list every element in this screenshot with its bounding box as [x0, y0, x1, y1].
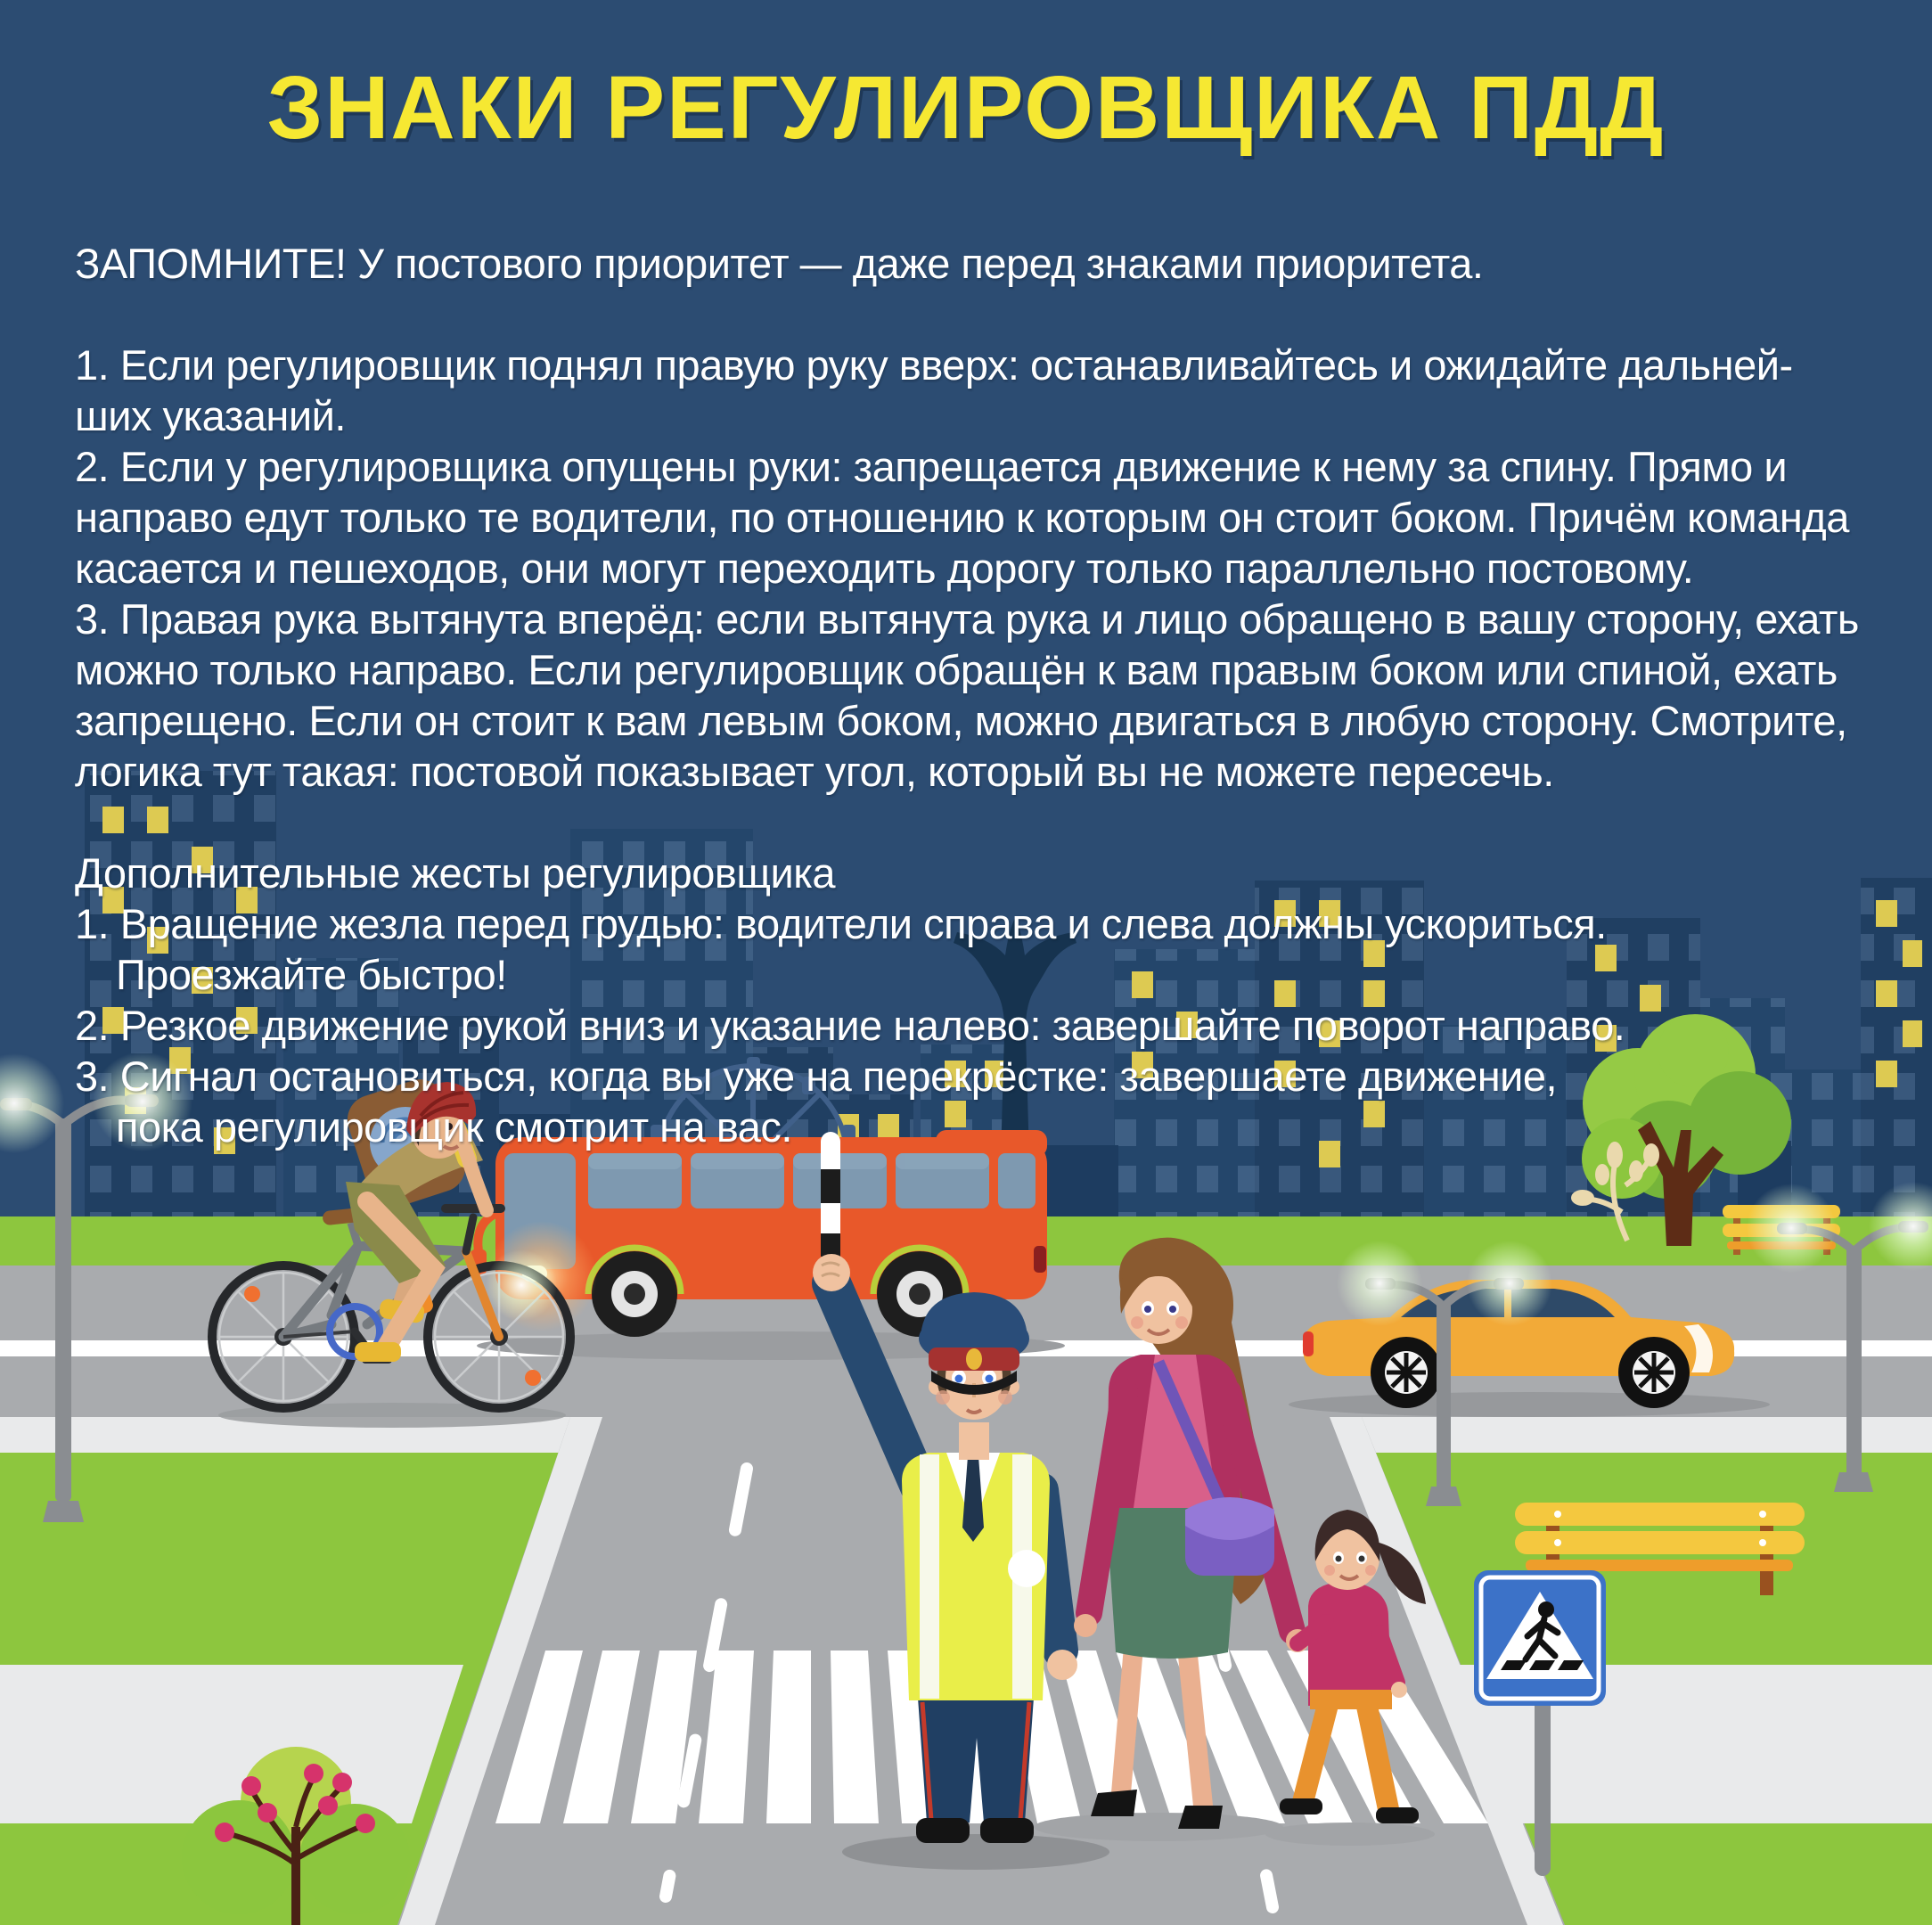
- rule-2-line: направо едут только те водители, по отношению к которым он стоит боком. Причём команда: [75, 494, 1849, 541]
- extra-1-line: Проезжайте быстро!: [116, 951, 507, 998]
- intro-line: ЗАПОМНИТЕ! У постового приоритет — даже перед знаками приоритета.: [75, 240, 1484, 287]
- car-wheel: [1371, 1337, 1442, 1408]
- rule-3-line: 3. Правая рука вытянута вперёд: если вытянута рука и лицо обращено в вашу сторону, ехать: [75, 595, 1859, 643]
- extra-2-line: 2. Резкое движение рукой вниз и указание налево: завершайте поворот направо.: [75, 1002, 1625, 1049]
- rule-3-line: можно только направо. Если регулировщик обращён к вам правым боком или спиной, ехать: [75, 646, 1838, 693]
- extra-3-line: пока регулировщик смотрит на вас.: [116, 1103, 792, 1151]
- bus-wheel: [592, 1251, 677, 1337]
- extra-3-line: 3. Сигнал остановиться, когда вы уже на перекрёстке: завершаете движение,: [75, 1053, 1558, 1100]
- extra-1-line: 1. Вращение жезла перед грудью: водители справа и слева должны ускориться.: [75, 900, 1607, 947]
- sidewalk-left: [0, 1665, 463, 1823]
- car-wheel: [1618, 1337, 1690, 1408]
- rule-2-line: 2. Если у регулировщика опущены руки: запрещается движение к нему за спину. Прямо и: [75, 443, 1788, 490]
- extra-heading: Дополнительные жесты регулировщика: [75, 849, 836, 897]
- body-copy: [75, 238, 1857, 1152]
- rule-3-line: логика тут такая: постовой показывает угол, который вы не можете пересечь.: [75, 748, 1554, 795]
- rule-3-line: запрещено. Если он стоит к вам левым боком, можно двигаться в любую сторону. Смотрите,: [75, 697, 1847, 744]
- rule-2-line: касается и пешеходов, они могут переходить дорогу только параллельно постовому.: [75, 545, 1694, 592]
- handbag: [1185, 1497, 1274, 1576]
- page-title: ЗНАКИ РЕГУЛИРОВЩИКА ПДД: [266, 58, 1666, 158]
- rule-1-line: ших указаний.: [75, 392, 346, 439]
- rule-1-line: 1. Если регулировщик поднял правую руку вверх: останавливайтесь и ожидайте дальней-: [75, 341, 1793, 389]
